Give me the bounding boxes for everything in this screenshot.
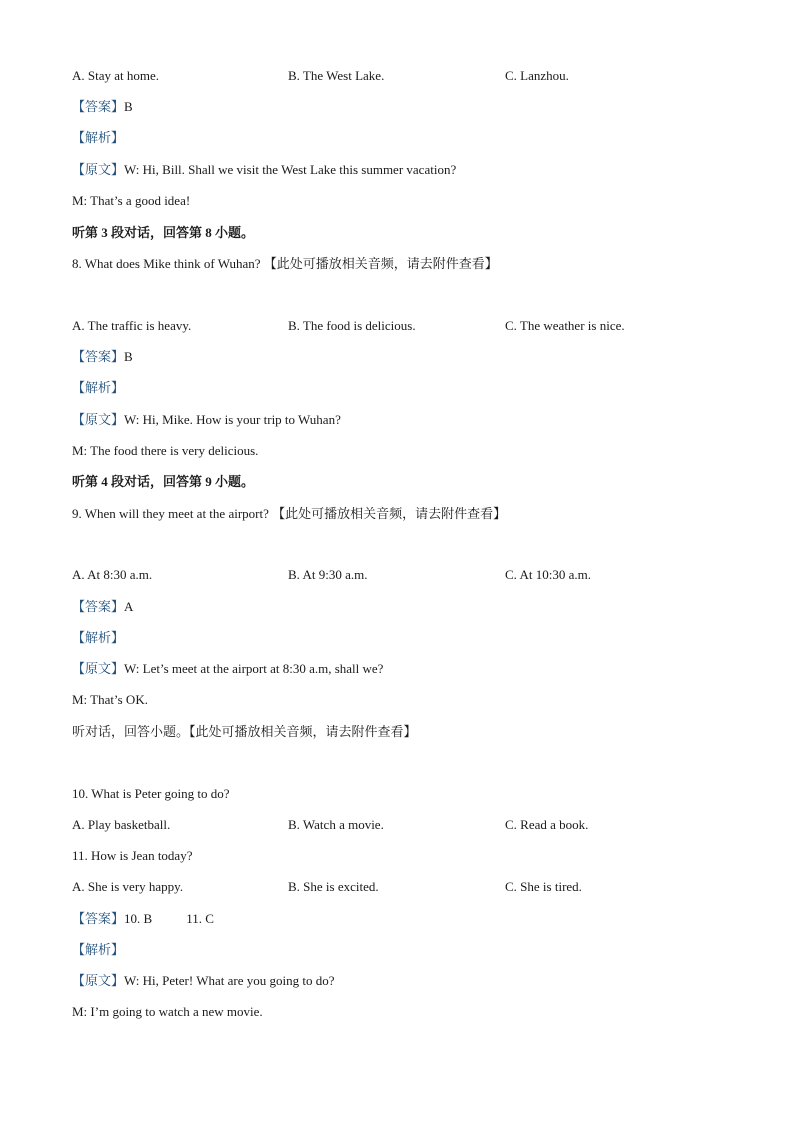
original-tag: 【原文】 [72,162,125,177]
section-heading-5: 听对话，回答小题。【此处可播放相关音频，请去附件查看】 [72,724,417,739]
answer-value: B [124,349,133,364]
q11-option-a: A. She is very happy. [72,879,184,894]
q7-analysis-tag: 【解析】 [72,130,125,145]
q8-original-w [72,411,341,429]
q10-11-analysis-tag: 【解析】 [72,942,125,957]
q11-question: 11. How is Jean today? [72,848,193,863]
q9-original-m: M: That’s OK. [72,692,148,707]
q10-11-original-w [72,972,335,990]
section-heading-3: 听第 3 段对话，回答第 8 小题。 [72,225,255,240]
q8-answer [72,348,133,366]
q7-original-m: M: That’s a good idea! [72,193,191,208]
q10-question: 10. What is Peter going to do? [72,786,230,801]
q9-option-b: B. At 9:30 a.m. [288,567,368,582]
q10-option-a: A. Play basketball. [72,817,171,832]
answer-value: B [124,99,133,114]
original-text: W: Hi, Bill. Shall we visit the West Lake this summer vacation? [124,162,457,177]
original-text: W: Let’s meet at the airport at 8:30 a.m, shall we? [124,661,384,676]
answer-tag: 【答案】 [72,599,125,614]
answer-tag: 【答案】 [72,99,125,114]
q7-original-w [72,161,456,179]
answer-value-10: 10. B [124,911,153,926]
section-heading-4: 听第 4 段对话，回答第 9 小题。 [72,474,255,489]
q9-answer [72,598,133,616]
q7-option-c: C. Lanzhou. [505,68,569,83]
q11-option-c: C. She is tired. [505,879,582,894]
answer-tag: 【答案】 [72,911,125,926]
q8-original-m: M: The food there is very delicious. [72,443,259,458]
q9-analysis-tag: 【解析】 [72,630,125,645]
q10-option-c: C. Read a book. [505,817,589,832]
original-tag: 【原文】 [72,661,125,676]
q7-option-a: A. Stay at home. [72,68,160,83]
q9-option-c: C. At 10:30 a.m. [505,567,591,582]
q9-option-a: A. At 8:30 a.m. [72,567,153,582]
answer-value: A [124,599,134,614]
q9-original-w [72,660,383,678]
original-tag: 【原文】 [72,973,125,988]
q8-question: 8. What does Mike think of Wuhan? 【此处可播放相关音频，请去附件查看】 [72,256,498,271]
q9-question: 9. When will they meet at the airport? 【此处可播放相关音频，请去附件查看】 [72,506,507,521]
original-tag: 【原文】 [72,412,125,427]
q8-analysis-tag: 【解析】 [72,380,125,395]
q8-option-a: A. The traffic is heavy. [72,318,192,333]
original-text: W: Hi, Mike. How is your trip to Wuhan? [124,412,341,427]
q7-answer [72,98,133,116]
q10-11-answer [72,910,214,928]
q8-option-c: C. The weather is nice. [505,318,625,333]
answer-value-11: 11. C [186,911,214,926]
q8-option-b: B. The food is delicious. [288,318,416,333]
q11-option-b: B. She is excited. [288,879,379,894]
original-text: W: Hi, Peter! What are you going to do? [124,973,335,988]
answer-tag: 【答案】 [72,349,125,364]
q7-option-b: B. The West Lake. [288,68,385,83]
q10-11-original-m: M: I’m going to watch a new movie. [72,1004,263,1019]
q10-option-b: B. Watch a movie. [288,817,384,832]
